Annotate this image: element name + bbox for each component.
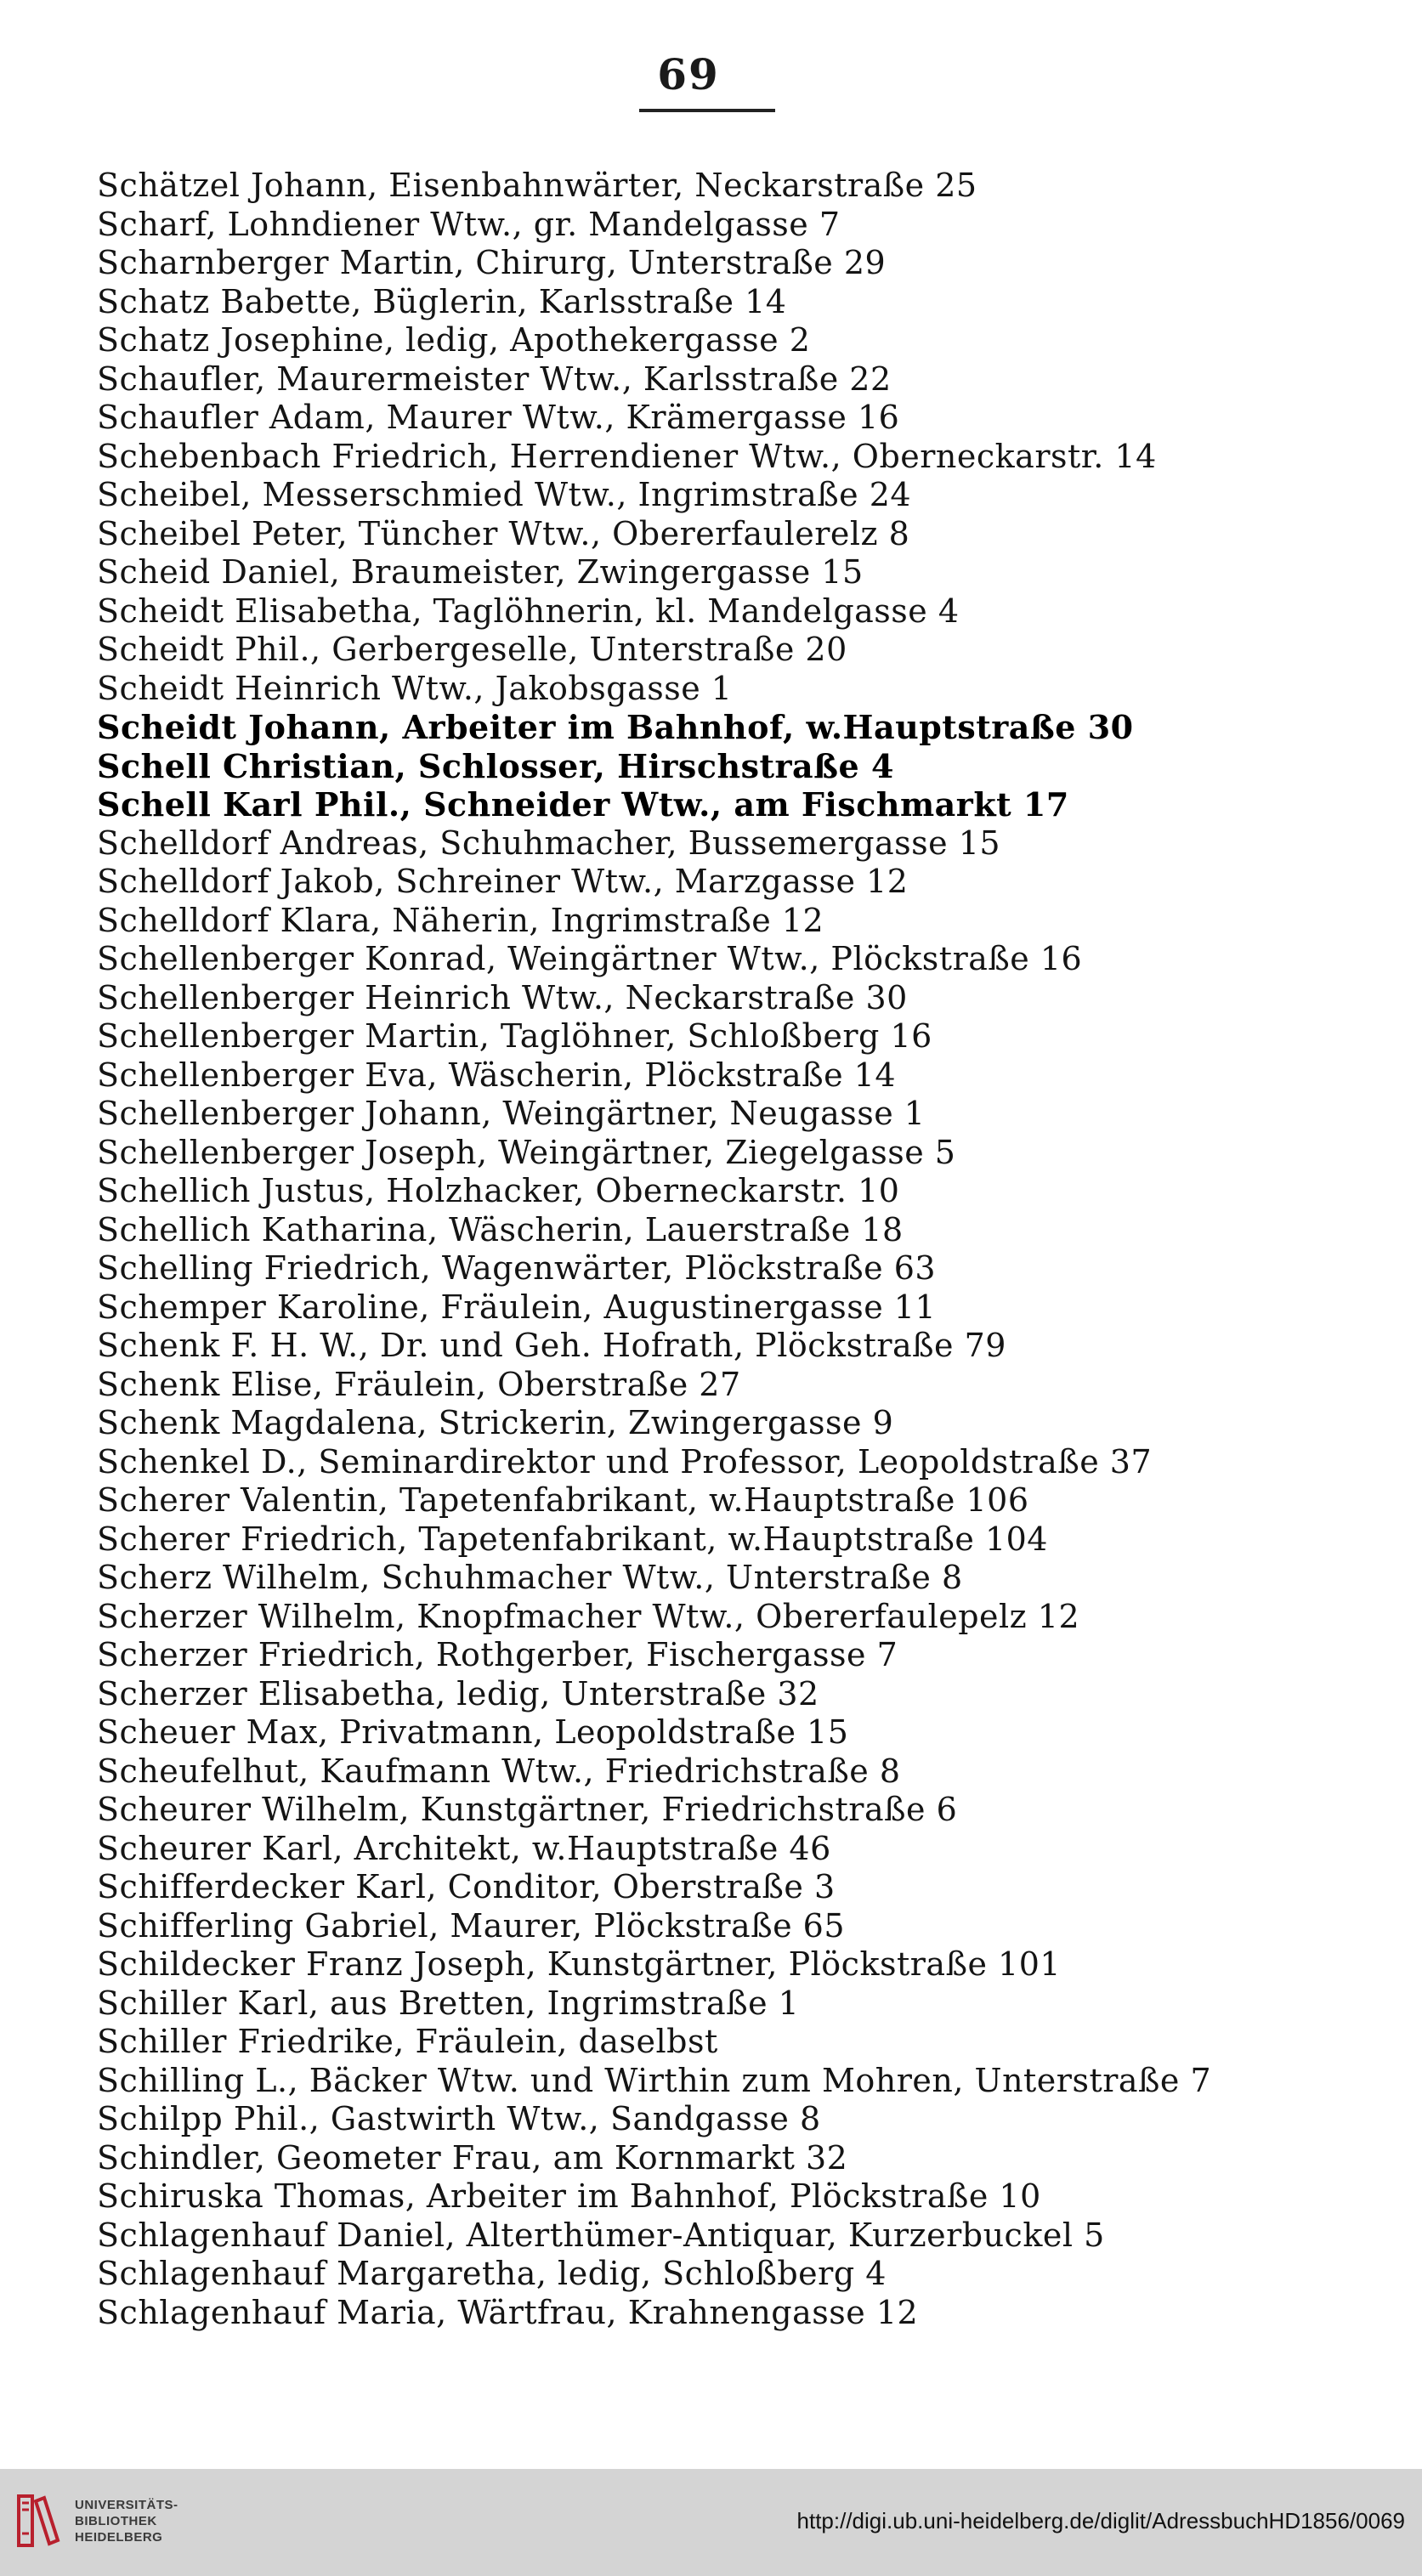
address-entry: Schellich Justus, Holzhacker, Oberneckarstr. 10: [97, 1172, 900, 1209]
address-entry: Scherzer Wilhelm, Knopfmacher Wtw., Obererfaulepelz 12: [97, 1597, 1080, 1635]
address-entry: Schatz Josephine, ledig, Apothekergasse 2: [97, 321, 811, 359]
address-entry: Scherer Valentin, Tapetenfabrikant, w.Hauptstraße 106: [97, 1481, 1029, 1519]
address-entry: Schilling L., Bäcker Wtw. und Wirthin zum Mohren, Unterstraße 7: [97, 2061, 1212, 2099]
address-entry: Schelling Friedrich, Wagenwärter, Plöckstraße 63: [97, 1249, 937, 1287]
address-entry: Schaufler, Maurermeister Wtw., Karlsstraße 22: [97, 360, 892, 398]
address-entry: Schlagenhauf Daniel, Alterthümer-Antiquar, Kurzerbuckel 5: [97, 2216, 1105, 2254]
address-entry: Scharnberger Martin, Chirurg, Unterstraße 29: [97, 244, 887, 281]
address-entry: Schellenberger Martin, Taglöhner, Schloßberg 16: [97, 1017, 932, 1055]
address-entry: Schlagenhauf Margaretha, ledig, Schloßberg 4: [97, 2255, 887, 2292]
address-entry: Scheuer Max, Privatmann, Leopoldstraße 15: [97, 1713, 849, 1751]
page-number-rule: [639, 109, 775, 112]
address-entry: Schell Karl Phil., Schneider Wtw., am Fischmarkt 17: [97, 785, 1069, 824]
library-name-line-3: HEIDELBERG: [75, 2529, 163, 2545]
library-logo[interactable]: [15, 2491, 178, 2551]
library-name: [75, 2497, 178, 2545]
address-entry: Schenk Magdalena, Strickerin, Zwingergasse 9: [97, 1404, 894, 1441]
address-entry: Scheidt Phil., Gerbergeselle, Unterstraße 20: [97, 631, 847, 668]
address-entry: Schifferling Gabriel, Maurer, Plöckstraße 65: [97, 1906, 846, 1945]
address-entry: Schilpp Phil., Gastwirth Wtw., Sandgasse 8: [97, 2100, 821, 2137]
address-entry: Scheidt Heinrich Wtw., Jakobsgasse 1: [97, 669, 733, 707]
address-entry: Scheibel Peter, Tüncher Wtw., Obererfaulerelz 8: [97, 514, 910, 552]
address-entry: Scheidt Elisabetha, Taglöhnerin, kl. Mandelgasse 4: [97, 592, 960, 630]
address-entry: Schellenberger Eva, Wäscherin, Plöckstraße 14: [97, 1056, 897, 1094]
address-entry: Scheurer Karl, Architekt, w.Hauptstraße 46: [97, 1829, 831, 1867]
library-name-line-2: BIBLIOTHEK: [75, 2513, 157, 2528]
address-entry: Schebenbach Friedrich, Herrendiener Wtw., Oberneckarstr. 14: [97, 437, 1157, 475]
address-entry: Scharf, Lohndiener Wtw., gr. Mandelgasse 7: [97, 205, 841, 243]
address-entry: Schenk F. H. W., Dr. und Geh. Hofrath, Plöckstraße 79: [97, 1327, 1006, 1364]
address-entry: Scherzer Elisabetha, ledig, Unterstraße 32: [97, 1674, 819, 1713]
address-entry: Schiller Karl, aus Bretten, Ingrimstraße 1: [97, 1984, 800, 2022]
page-number: 69: [657, 49, 720, 99]
address-entry: Schellich Katharina, Wäscherin, Lauerstraße 18: [97, 1210, 904, 1248]
address-entry: Schiller Friedrike, Fräulein, daselbst: [97, 2023, 718, 2060]
address-entry: Scheurer Wilhelm, Kunstgärtner, Friedrichstraße 6: [97, 1791, 958, 1828]
address-entry: Schenk Elise, Fräulein, Oberstraße 27: [97, 1365, 741, 1403]
address-entry: Schelldorf Klara, Näherin, Ingrimstraße 12: [97, 901, 824, 939]
address-entry: Schell Christian, Schlosser, Hirschstraße 4: [97, 746, 894, 785]
university-library-logo-icon: [15, 2491, 63, 2551]
address-entry: Schiruska Thomas, Arbeiter im Bahnhof, Plöckstraße 10: [97, 2177, 1041, 2215]
address-entry: Schellenberger Joseph, Weingärtner, Ziegelgasse 5: [97, 1133, 956, 1171]
address-entry: Schätzel Johann, Eisenbahnwärter, Neckarstraße 25: [97, 167, 977, 204]
address-entry: Schenkel D., Seminardirektor und Professor, Leopoldstraße 37: [97, 1442, 1153, 1480]
document-url-link[interactable]: http://digi.ub.uni-heidelberg.de/diglit/AdressbuchHD1856/0069: [796, 2508, 1405, 2534]
address-entry: Schlagenhauf Maria, Wärtfrau, Krahnengasse 12: [97, 2293, 919, 2331]
address-entry: Scherer Friedrich, Tapetenfabrikant, w.Hauptstraße 104: [97, 1520, 1048, 1558]
address-entry: Schellenberger Konrad, Weingärtner Wtw., Plöckstraße 16: [97, 940, 1083, 977]
address-entry: Schaufler Adam, Maurer Wtw., Krämergasse 16: [97, 399, 900, 436]
library-name-line-1: UNIVERSITÄTS-: [75, 2497, 178, 2512]
address-entry: Schellenberger Heinrich Wtw., Neckarstraße 30: [97, 978, 908, 1016]
address-entry: Schelldorf Jakob, Schreiner Wtw., Marzgasse 12: [97, 863, 909, 900]
address-entry: Scheidt Johann, Arbeiter im Bahnhof, w.Hauptstraße 30: [97, 708, 1134, 746]
address-entry: Schatz Babette, Büglerin, Karlsstraße 14: [97, 282, 787, 320]
address-entry: Schindler, Geometer Frau, am Kornmarkt 32: [97, 2138, 848, 2177]
address-entry: Scherz Wilhelm, Schuhmacher Wtw., Unterstraße 8: [97, 1559, 963, 1596]
address-entry: Scheibel, Messerschmied Wtw., Ingrimstraße 24: [97, 476, 912, 513]
address-entry: Scheufelhut, Kaufmann Wtw., Friedrichstraße 8: [97, 1752, 901, 1790]
address-entry: Schelldorf Andreas, Schuhmacher, Bussemergasse 15: [97, 824, 1001, 862]
address-entry-list: [97, 167, 1355, 2332]
address-entry: Schifferdecker Karl, Conditor, Oberstraße 3: [97, 1868, 836, 1905]
viewer-footer: [0, 2469, 1422, 2576]
address-entry: Scherzer Friedrich, Rothgerber, Fischergasse 7: [97, 1636, 898, 1673]
address-entry: Schellenberger Johann, Weingärtner, Neugasse 1: [97, 1095, 926, 1132]
address-entry: Schemper Karoline, Fräulein, Augustinergasse 11: [97, 1288, 937, 1326]
address-entry: Schildecker Franz Joseph, Kunstgärtner, Plöckstraße 101: [97, 1945, 1062, 1983]
address-entry: Scheid Daniel, Braumeister, Zwingergasse 15: [97, 553, 864, 591]
